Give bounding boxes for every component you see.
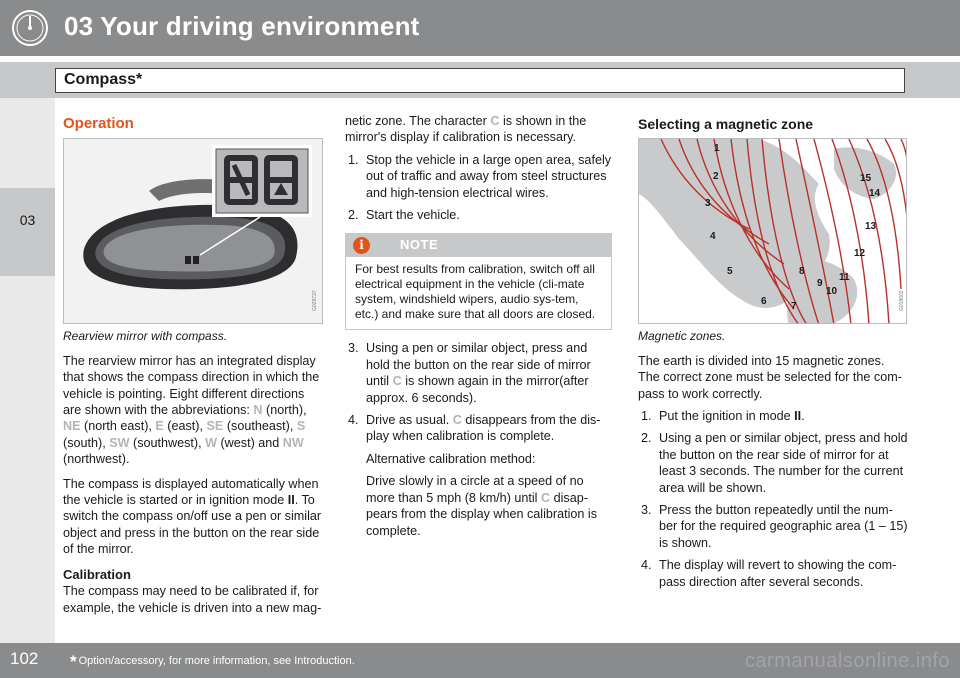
left-column xyxy=(63,113,323,616)
page-number: 102 xyxy=(10,649,39,668)
zone-steps xyxy=(638,408,908,590)
rearview-mirror-illustration xyxy=(64,139,323,324)
chapter-tab-label: 03 xyxy=(19,212,36,228)
calibration-intro: The compass may need to be calibrated if, for example, the vehicle is driven into a new mag- xyxy=(63,584,322,615)
calibration-continued: netic zone. The character C is shown in the mirror's display if calibration is necessary. xyxy=(345,114,587,145)
note-text: For best results from calibration, switch off all electrical equipment in the vehicle (cli-mate system, windshield wipers, audio sys-tem, etc.) and make sure that all doors are closed. xyxy=(355,262,596,322)
magnetic-zone-heading: Selecting a magnetic zone xyxy=(638,116,814,132)
zone-label: 2 xyxy=(713,171,719,183)
list-item: 4. The display will revert to showing the com-pass direction after several seconds. xyxy=(641,558,897,589)
zone-label: 5 xyxy=(727,266,733,278)
right-column xyxy=(638,113,908,590)
mirror-figure xyxy=(63,138,323,324)
zone-label: 7 xyxy=(791,301,797,313)
zones-intro: The earth is divided into 15 magnetic zones. The correct zone must be selected for the com-pass to work correctly. xyxy=(638,353,902,401)
calibration-steps-continued xyxy=(345,340,612,538)
operation-heading: Operation xyxy=(63,115,134,132)
map-figure-caption: Magnetic zones. xyxy=(638,329,726,344)
watermark: carmanualsonline.info xyxy=(744,650,950,672)
zone-label: 8 xyxy=(799,266,805,278)
zone-label: 14 xyxy=(869,188,881,200)
magnetic-zones-figure xyxy=(638,138,907,324)
note-header xyxy=(346,234,611,257)
compass-description: The rearview mirror has an integrated display that shows the compass direction in which the vehicle is pointing. Eight different directions are shown with the abbreviations: N (north), NE (north east), E (east), SE (southeast), S (south), SW (southwest), W (west) and NW (northwest). xyxy=(63,353,320,467)
zone-label: 3 xyxy=(705,198,711,210)
list-item: 3. Press the button repeatedly until the num-ber for the required geographic area (1 – 15) is shown. xyxy=(641,503,908,550)
note-box xyxy=(345,233,612,330)
figure-code: G018602 xyxy=(899,290,905,312)
mirror-figure-caption: Rearview mirror with compass. xyxy=(63,329,228,344)
chapter-tab xyxy=(0,188,55,276)
footnote: * Option/accessory, for more information, see Introduction. xyxy=(70,652,355,671)
list-item: 3. Using a pen or similar object, press and hold the button on the rear side of mirror until C is shown again in the mirror(after approx. 6 seconds). xyxy=(348,341,591,405)
list-item: 2. Using a pen or similar object, press and hold the button on the rear side of mirror for at least 3 seconds. The number for the current area will be shown. xyxy=(641,431,908,495)
section-title-box xyxy=(55,68,905,93)
zone-label: 1 xyxy=(714,143,720,155)
calibration-heading: Calibration xyxy=(63,566,131,582)
zone-label: 11 xyxy=(839,272,850,284)
list-item: 1. Put the ignition in mode II. xyxy=(641,409,805,424)
note-title: NOTE xyxy=(400,237,439,253)
figure-code: G029737 xyxy=(312,290,318,312)
chapter-title: 03 Your driving environment xyxy=(64,11,420,41)
zone-label: 9 xyxy=(817,278,823,290)
alt-method-heading: Alternative calibration method: xyxy=(366,451,536,466)
info-icon: i xyxy=(353,237,370,254)
magnetic-zones-map xyxy=(639,139,907,324)
list-item: 2. Start the vehicle. xyxy=(348,208,460,223)
section-title: Compass* xyxy=(64,71,143,88)
page-header xyxy=(0,0,960,56)
zone-label: 10 xyxy=(826,286,838,298)
middle-column xyxy=(345,113,612,539)
list-item: 1. Stop the vehicle in a large open area, safely out of traffic and away from steel structures and high-tension electrical wires. xyxy=(348,152,612,200)
zone-label: 4 xyxy=(710,231,716,243)
list-item: 4. Drive as usual. C disappears from the dis-play when calibration is complete. Alternative calibration method: Drive slowly in a circle at a speed of no more than 5 mph (8 km/h) until C disap-pears from the display when calibration is complete. xyxy=(345,412,612,539)
zone-label: 6 xyxy=(761,296,767,308)
compass-display-info: The compass is displayed automatically when the vehicle is started or in ignition mode II. To switch the compass on/off use a pen or similar object and press in the button on the rear side of the mirror. xyxy=(63,476,322,557)
zone-label: 13 xyxy=(865,221,877,233)
alt-method-text: Drive slowly in a circle at a speed of no more than 5 mph (8 km/h) until C disap-pears from the display when calibration is complete. xyxy=(366,474,597,538)
zone-label: 12 xyxy=(854,248,866,260)
side-strip xyxy=(0,98,55,643)
calibration-steps xyxy=(345,152,612,224)
zone-label: 15 xyxy=(860,173,872,185)
page-footer xyxy=(0,643,960,678)
gauge-icon xyxy=(10,8,50,48)
